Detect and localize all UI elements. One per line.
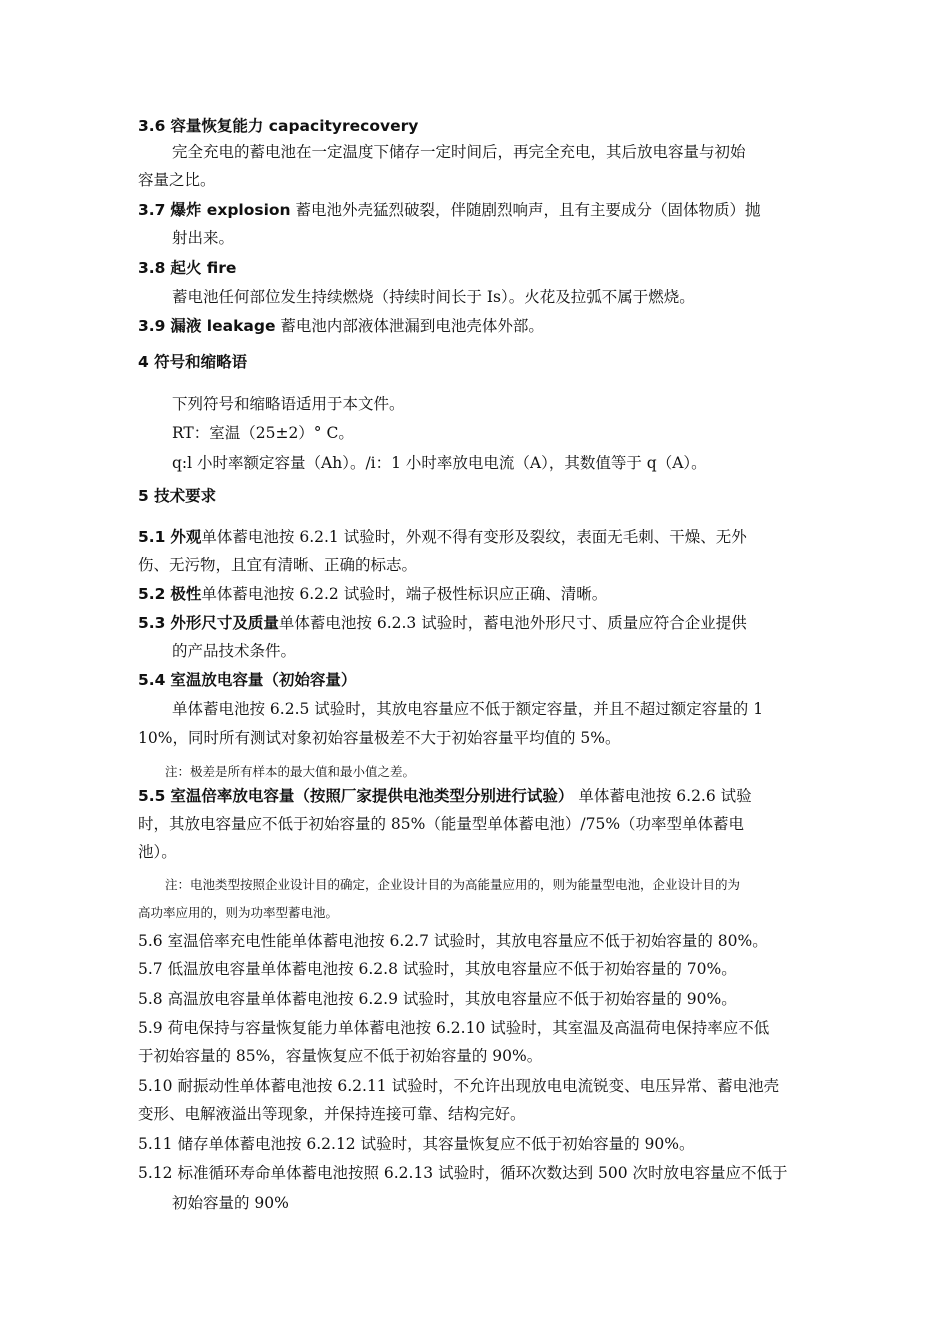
paragraph-line: 射出来。 [172, 229, 235, 247]
section-number: 3.7 [138, 201, 166, 219]
section-3-6-heading [138, 116, 418, 136]
section-5-4-heading [138, 670, 356, 690]
term-title: 容量恢复能力 capacityrecovery [170, 117, 419, 135]
clause-title: 室温倍率放电容量（按照厂家提供电池类型分别进行试验） [170, 787, 574, 805]
section-5-9: 5.9 荷电保持与容量恢复能力单体蓄电池按 6.2.10 试验时，其室温及高温荷电保持率应不低 [138, 1019, 770, 1037]
section-number: 3.6 [138, 117, 166, 135]
section-number: 3.8 [138, 259, 166, 277]
section-number: 5.4 [138, 671, 166, 689]
section-3-7 [138, 200, 761, 220]
section-number: 5.3 [138, 614, 166, 632]
paragraph-line: 的产品技术条件。 [172, 642, 297, 660]
paragraph-text: 单体蓄电池按 6.2.2 试验时，端子极性标识应正确、清晰。 [201, 585, 608, 603]
paragraph-text: 单体蓄电池按 6.2.6 试验 [578, 787, 752, 805]
note: 高功率应用的，则为功率型蓄电池。 [138, 905, 339, 920]
paragraph-line: 变形、电解液溢出等现象，并保持连接可靠、结构完好。 [138, 1105, 526, 1123]
paragraph-text: 蓄电池内部液体泄漏到电池壳体外部。 [280, 317, 544, 335]
paragraph-line: RT：室温（25±2）° C。 [172, 424, 354, 442]
paragraph-line: 蓄电池任何部位发生持续燃烧（持续时间长于 Is）。火花及拉弧不属于燃烧。 [172, 288, 695, 306]
section-5-heading: 5 技术要求 [138, 487, 217, 505]
paragraph-line: 时，其放电容量应不低于初始容量的 85%（能量型单体蓄电池）/75%（功率型单体蓄电 [138, 815, 745, 833]
section-number: 5.2 [138, 585, 166, 603]
section-5-11: 5.11 储存单体蓄电池按 6.2.12 试验时，其容量恢复应不低于初始容量的 90%。 [138, 1135, 695, 1153]
paragraph-line: 下列符号和缩略语适用于本文件。 [172, 395, 405, 413]
section-5-3 [138, 613, 747, 633]
paragraph-line: 10%，同时所有测试对象初始容量极差不大于初始容量平均值的 5%。 [138, 729, 621, 747]
paragraph-text: 单体蓄电池按 6.2.1 试验时，外观不得有变形及裂纹，表面无毛刺、干燥、无外 [201, 528, 747, 546]
note: 注：极差是所有样本的最大值和最小值之差。 [165, 764, 416, 779]
section-3-9 [138, 316, 544, 336]
clause-title: 外形尺寸及质量 [170, 614, 279, 632]
note: 注：电池类型按照企业设计目的确定，企业设计目的为高能量应用的，则为能量型电池，企业设计目的为 [165, 877, 741, 892]
section-5-1 [138, 527, 747, 547]
section-5-6: 5.6 室温倍率充电性能单体蓄电池按 6.2.7 试验时，其放电容量应不低于初始容量的 80%。 [138, 932, 768, 950]
paragraph-line: 池）。 [138, 843, 177, 861]
paragraph-line: 于初始容量的 85%，容量恢复应不低于初始容量的 90%。 [138, 1047, 543, 1065]
section-number: 5.1 [138, 528, 166, 546]
term-title: 爆炸 explosion [170, 201, 291, 219]
paragraph-line: q:l 小时率额定容量（Ah）。/i：1 小时率放电电流（A），其数值等于 q（A）。 [172, 454, 707, 472]
section-5-5 [138, 786, 752, 806]
section-5-7: 5.7 低温放电容量单体蓄电池按 6.2.8 试验时，其放电容量应不低于初始容量的 70%。 [138, 960, 737, 978]
paragraph-line: 完全充电的蓄电池在一定温度下储存一定时间后，再完全充电，其后放电容量与初始 [172, 143, 746, 161]
term-title: 漏液 leakage [170, 317, 276, 335]
paragraph-text: 蓄电池外壳猛烈破裂，伴随剧烈响声，且有主要成分（固体物质）抛 [295, 201, 761, 219]
section-5-2 [138, 584, 607, 604]
section-number: 3.9 [138, 317, 166, 335]
paragraph-text: 单体蓄电池按 6.2.3 试验时，蓄电池外形尺寸、质量应符合企业提供 [278, 614, 747, 632]
paragraph-line: 容量之比。 [138, 171, 216, 189]
section-5-10: 5.10 耐振动性单体蓄电池按 6.2.11 试验时，不允许出现放电电流锐变、电压异常、蓄电池壳 [138, 1077, 780, 1095]
section-5-8: 5.8 高温放电容量单体蓄电池按 6.2.9 试验时，其放电容量应不低于初始容量的 90%。 [138, 990, 737, 1008]
clause-title: 外观 [170, 528, 202, 546]
clause-title: 室温放电容量（初始容量） [170, 671, 357, 689]
section-5-12: 5.12 标准循环寿命单体蓄电池按照 6.2.13 试验时，循环次数达到 500 次时放电容量应不低于 [138, 1164, 788, 1182]
clause-title: 极性 [170, 585, 202, 603]
paragraph-line: 初始容量的 90% [172, 1194, 289, 1212]
term-title: 起火 fire [170, 259, 237, 277]
section-number: 5.5 [138, 787, 166, 805]
section-4-heading: 4 符号和缩略语 [138, 353, 248, 371]
section-3-8-heading [138, 258, 236, 278]
paragraph-line: 伤、无污物，且宜有清晰、正确的标志。 [138, 556, 418, 574]
paragraph-line: 单体蓄电池按 6.2.5 试验时，其放电容量应不低于额定容量，并且不超过额定容量的 1 [172, 700, 764, 718]
